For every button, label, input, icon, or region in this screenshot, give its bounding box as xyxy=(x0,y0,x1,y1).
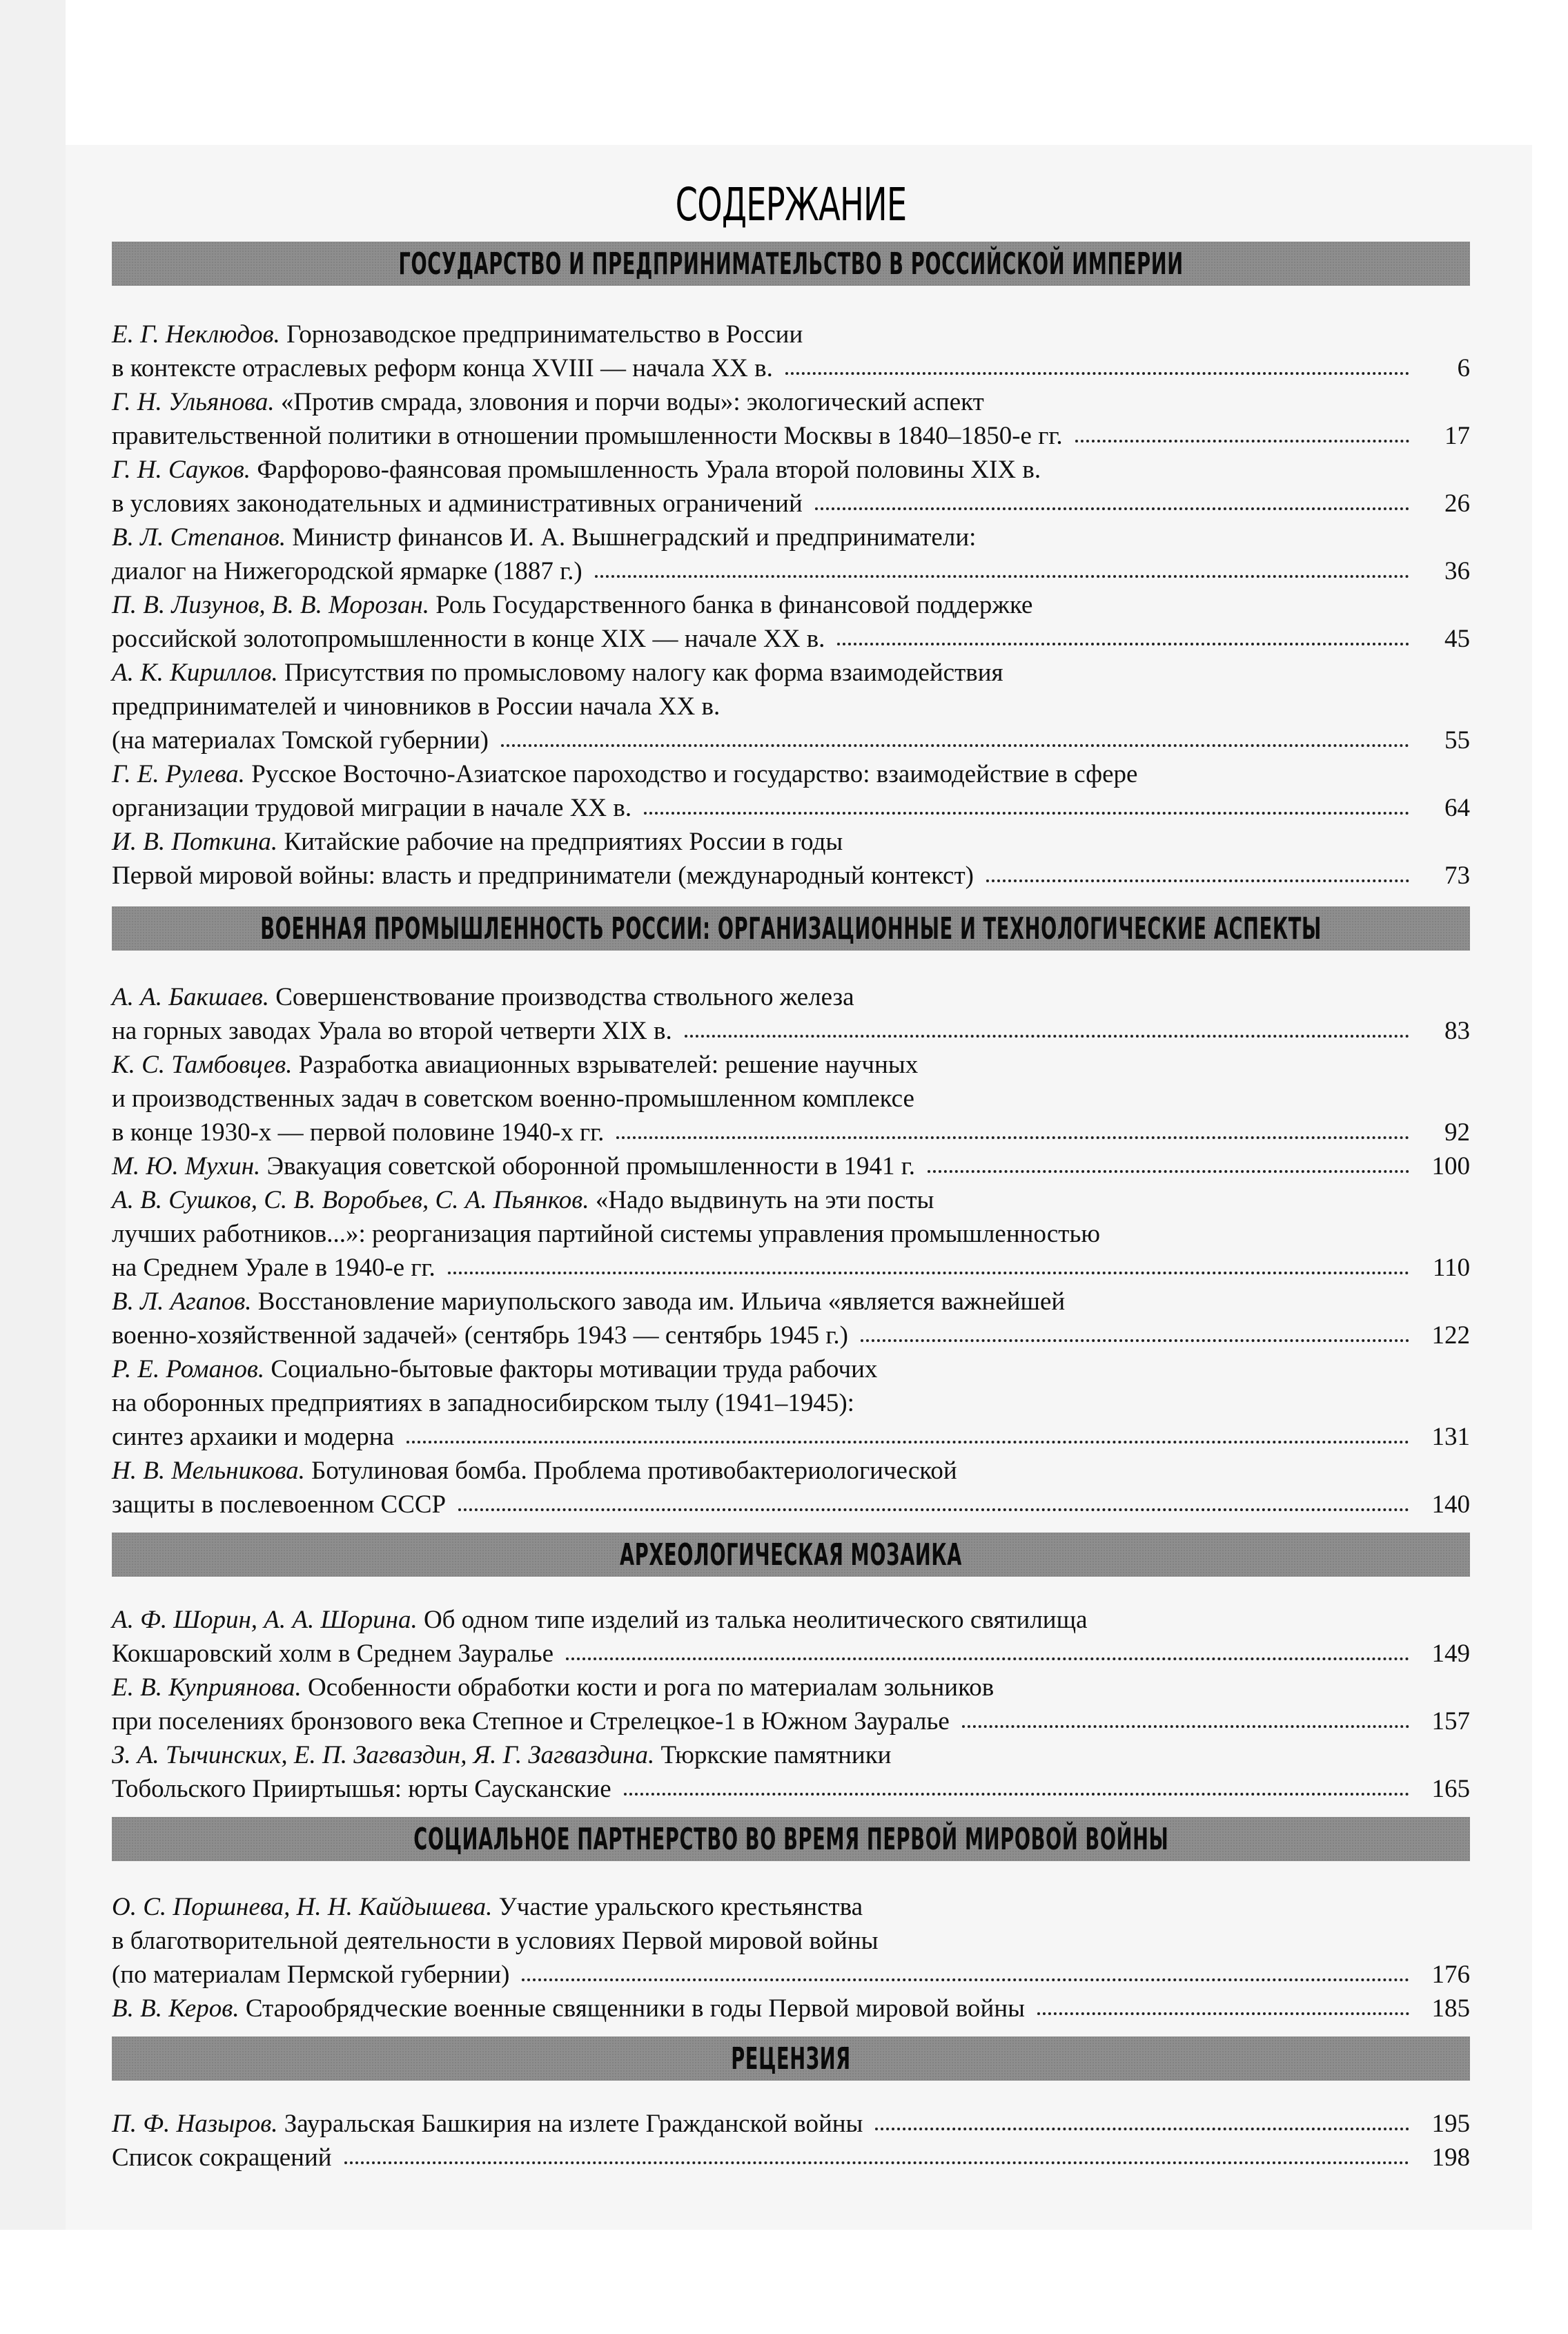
toc-entry[interactable] xyxy=(112,1183,1470,1285)
entry-title-text: в благотворительной деятельности в условиях Первой мировой войны xyxy=(112,1927,879,1955)
page-number[interactable]: 176 xyxy=(1431,1961,1470,1989)
dot-leader xyxy=(566,1651,1409,1660)
dot-leader xyxy=(595,568,1409,578)
entry-author: А. В. Сушков, С. В. Воробьев, С. А. Пьянков. xyxy=(112,1186,589,1214)
page-number[interactable]: 157 xyxy=(1431,1707,1470,1735)
entry-title-text: Китайские рабочие на предприятиях России в годы xyxy=(284,828,843,856)
entry-author: К. С. Тамбовцев. xyxy=(112,1051,293,1079)
entry-author: М. Ю. Мухин. xyxy=(112,1152,261,1180)
page-number[interactable]: 26 xyxy=(1444,489,1470,518)
toc-entry[interactable] xyxy=(112,1738,1470,1806)
toc-entry[interactable] xyxy=(112,385,1470,453)
toc-entry-line xyxy=(112,1738,1470,1772)
toc-entry[interactable] xyxy=(112,980,1470,1048)
toc-entry-line xyxy=(112,1924,1470,1958)
dot-leader xyxy=(685,1028,1409,1038)
toc-entry-line xyxy=(112,757,1470,791)
section-heading-bar xyxy=(112,2036,1470,2081)
page-number[interactable]: 64 xyxy=(1444,794,1470,822)
entry-author: П. Ф. Назыров. xyxy=(112,2110,278,2138)
entry-title-text: в контексте отраслевых реформ конца XVIII — начала XX в. xyxy=(112,354,773,382)
section-entries xyxy=(112,1890,1470,2025)
entry-title-text: Разработка авиационных взрывателей: решение научных xyxy=(298,1051,919,1079)
dot-leader xyxy=(785,365,1409,375)
toc-entry[interactable] xyxy=(112,318,1470,385)
toc-entry[interactable] xyxy=(112,588,1470,656)
toc-entry-line xyxy=(112,385,1470,419)
entry-title-text: Ботулиновая бомба. Проблема противобактериологической xyxy=(311,1457,957,1485)
entry-title-text: организации трудовой миграции в начале XX в. xyxy=(112,794,632,822)
entry-title-text: на Среднем Урале в 1940-е гг. xyxy=(112,1254,435,1282)
entry-author: Г. Н. Ульянова. xyxy=(112,388,275,416)
page-number[interactable]: 100 xyxy=(1431,1152,1470,1180)
toc-entry-line xyxy=(112,622,1470,656)
page-number[interactable]: 110 xyxy=(1432,1254,1470,1282)
entry-author: З. А. Тычинских, Е. П. Загваздин, Я. Г. Загваздина. xyxy=(112,1741,655,1769)
dot-leader xyxy=(986,873,1409,882)
toc-entry-line xyxy=(112,351,1470,385)
page-number[interactable]: 73 xyxy=(1444,862,1470,890)
entry-title-text: на горных заводах Урала во второй четверти XIX в. xyxy=(112,1017,672,1045)
toc-entry-line xyxy=(112,1319,1470,1352)
page-number[interactable]: 185 xyxy=(1431,1994,1470,2023)
toc-entry[interactable] xyxy=(112,1671,1470,1738)
section-heading: АРХЕОЛОГИЧЕСКАЯ МОЗАИКА xyxy=(620,1537,962,1573)
page-number[interactable]: 195 xyxy=(1431,2110,1470,2138)
scan-margin xyxy=(0,0,66,2230)
section-entries xyxy=(112,980,1470,1521)
entry-author: Е. Г. Неклюдов. xyxy=(112,320,280,349)
entry-title-text: Тюркские памятники xyxy=(660,1741,892,1769)
toc-entry[interactable] xyxy=(112,2141,1470,2175)
page-number[interactable]: 131 xyxy=(1431,1423,1470,1451)
section-heading-bar xyxy=(112,906,1470,951)
toc-entry-line xyxy=(112,1183,1470,1217)
toc-entry[interactable] xyxy=(112,1992,1470,2025)
toc-entry-line xyxy=(112,1386,1470,1420)
toc-entry-line xyxy=(112,1958,1470,1992)
entry-title-text: Русское Восточно-Азиатское пароходство и государство: взаимодействие в сфере xyxy=(251,760,1138,788)
entry-title-text: военно-хозяйственной задачей» (сентябрь 1943 — сентябрь 1945 г.) xyxy=(112,1321,848,1350)
toc-entry-line xyxy=(112,859,1470,893)
section-heading-bar xyxy=(112,1533,1470,1577)
page-number[interactable]: 140 xyxy=(1431,1490,1470,1519)
entry-title-text: Министр финансов И. А. Вышнеградский и предприниматели: xyxy=(292,523,977,552)
section-entries xyxy=(112,318,1470,893)
toc-entry-line xyxy=(112,1671,1470,1704)
entry-author: Н. В. Мельникова. xyxy=(112,1457,305,1485)
toc-entry-line xyxy=(112,980,1470,1014)
section-heading: ГОСУДАРСТВО И ПРЕДПРИНИМАТЕЛЬСТВО В РОССИЙСКОЙ ИМПЕРИИ xyxy=(398,246,1184,282)
page-number[interactable]: 83 xyxy=(1444,1017,1470,1045)
page-number[interactable]: 45 xyxy=(1444,625,1470,653)
entry-title-text: и производственных задач в советском военно-промышленном комплексе xyxy=(112,1085,914,1113)
toc-entry-line xyxy=(112,690,1470,723)
toc-entry-line xyxy=(112,453,1470,487)
toc-entry-line xyxy=(112,1488,1470,1521)
page-number[interactable]: 36 xyxy=(1444,557,1470,585)
toc-entry-line xyxy=(112,1251,1470,1285)
toc-entry-line xyxy=(112,1637,1470,1671)
toc-entry-line xyxy=(112,825,1470,859)
entry-title-text: Эвакуация советской оборонной промышленности в 1941 г. xyxy=(266,1152,916,1180)
toc-entry-line xyxy=(112,1082,1470,1116)
entry-title-text: Роль Государственного банка в финансовой поддержке xyxy=(435,591,1033,619)
section-heading-bar xyxy=(112,1817,1470,1861)
toc-entry-line xyxy=(112,1704,1470,1738)
entry-title-text: (на материалах Томской губернии) xyxy=(112,726,489,755)
entry-title-text: на оборонных предприятиях в западносибирском тылу (1941–1945): xyxy=(112,1389,854,1417)
toc-entry-line xyxy=(112,487,1470,521)
section-heading-bar xyxy=(112,242,1470,286)
entry-title-text: Присутствия по промысловому налогу как форма взаимодействия xyxy=(284,659,1003,687)
section-heading: ВОЕННАЯ ПРОМЫШЛЕННОСТЬ РОССИИ: ОРГАНИЗАЦИОННЫЕ И ТЕХНОЛОГИЧЕСКИЕ АСПЕКТЫ xyxy=(260,911,1322,946)
toc-entry[interactable] xyxy=(112,1454,1470,1521)
toc-entry-line xyxy=(112,1217,1470,1251)
entry-title-text: (по материалам Пермской губернии) xyxy=(112,1961,510,1989)
toc-entry[interactable] xyxy=(112,1890,1470,1992)
entry-title-text: Особенности обработки кости и рога по материалам зольников xyxy=(307,1673,994,1702)
toc-entry-line xyxy=(112,723,1470,757)
entry-title-text: Кокшаровский холм в Среднем Зауралье xyxy=(112,1640,554,1668)
toc-entry-line xyxy=(112,419,1470,453)
dot-leader xyxy=(1075,433,1409,443)
toc-entry-line xyxy=(112,1992,1470,2025)
entry-title-text: лучших работников...»: реорганизация партийной системы управления промышленностью xyxy=(112,1220,1100,1248)
entry-author: И. В. Поткина. xyxy=(112,828,278,856)
dot-leader xyxy=(837,636,1409,645)
page-title: СОДЕРЖАНИЕ xyxy=(675,178,907,231)
toc-entry-line xyxy=(112,791,1470,825)
entry-title-text: «Против смрада, зловония и порчи воды»: экологический аспект xyxy=(280,388,984,416)
entry-author: В. Л. Степанов. xyxy=(112,523,286,552)
section-heading: СОЦИАЛЬНОЕ ПАРТНЕРСТВО ВО ВРЕМЯ ПЕРВОЙ МИРОВОЙ ВОЙНЫ xyxy=(413,1821,1169,1857)
entry-title-text: в условиях законодательных и административных ограничений xyxy=(112,489,803,518)
entry-title-text: российской золотопромышленности в конце XIX — начале XX в. xyxy=(112,625,825,653)
entry-title-text: защиты в послевоенном СССР xyxy=(112,1490,447,1519)
entry-author: Г. Е. Рулева. xyxy=(112,760,245,788)
dot-leader xyxy=(344,2155,1409,2164)
entry-author: В. В. Керов. xyxy=(112,1994,239,2023)
toc-entry-line xyxy=(112,1014,1470,1048)
entry-author: А. А. Бакшаев. xyxy=(112,983,269,1011)
page-number[interactable]: 165 xyxy=(1431,1775,1470,1803)
toc-entry[interactable] xyxy=(112,453,1470,521)
dot-leader xyxy=(644,805,1409,815)
toc-entry-line xyxy=(112,656,1470,690)
entry-author: А. Ф. Шорин, А. А. Шорина. xyxy=(112,1606,418,1634)
toc-entry[interactable] xyxy=(112,757,1470,825)
dot-leader xyxy=(815,500,1409,510)
dot-leader xyxy=(928,1163,1409,1173)
entry-title-text: Совершенствование производства ствольного железа xyxy=(275,983,854,1011)
dot-leader xyxy=(962,1718,1409,1728)
dot-leader xyxy=(875,2121,1409,2130)
toc-entry-line xyxy=(112,1352,1470,1386)
toc-entry-line xyxy=(112,588,1470,622)
section-heading: РЕЦЕНЗИЯ xyxy=(731,2041,851,2077)
toc-entry[interactable] xyxy=(112,1603,1470,1671)
dot-leader xyxy=(624,1786,1409,1796)
entry-title-text: Зауральская Башкирия на излете Гражданской войны xyxy=(284,2110,863,2138)
dot-leader xyxy=(522,1972,1409,1981)
entry-title-text: Участие уральского крестьянства xyxy=(498,1893,863,1921)
section-entries xyxy=(112,2107,1470,2175)
dot-leader xyxy=(1037,2005,1409,2015)
page-number[interactable]: 92 xyxy=(1444,1118,1470,1147)
entry-author: О. С. Поршнева, Н. Н. Кайдышева. xyxy=(112,1893,493,1921)
entry-title-text: синтез архаики и модерна xyxy=(112,1423,394,1451)
toc-entry-line xyxy=(112,1048,1470,1082)
page-number[interactable]: 6 xyxy=(1457,354,1470,382)
entry-title-text: Первой мировой войны: власть и предприниматели (международный контекст) xyxy=(112,862,974,890)
toc-entry-line xyxy=(112,1772,1470,1806)
toc-entry-line xyxy=(112,318,1470,351)
toc-entry[interactable] xyxy=(112,825,1470,893)
entry-title-text: Социально-бытовые факторы мотивации труда рабочих xyxy=(271,1355,878,1383)
toc-entry[interactable] xyxy=(112,1352,1470,1454)
entry-title-text: Восстановление мариупольского завода им. Ильича «является важнейшей xyxy=(257,1287,1066,1316)
entry-author: Е. В. Куприянова. xyxy=(112,1673,302,1702)
entry-title-text: Фарфорово-фаянсовая промышленность Урала второй половины XIX в. xyxy=(257,456,1041,484)
dot-leader xyxy=(458,1501,1409,1511)
page-number[interactable]: 149 xyxy=(1431,1640,1470,1668)
toc-entry[interactable] xyxy=(112,1048,1470,1149)
entry-title-text: в конце 1930-х — первой половине 1940-х гг. xyxy=(112,1118,605,1147)
dot-leader xyxy=(448,1265,1409,1274)
toc-entry-line xyxy=(112,1149,1470,1183)
entry-title-text: правительственной политики в отношении промышленности Москвы в 1840–1850-е гг. xyxy=(112,422,1063,450)
dot-leader xyxy=(501,737,1409,747)
toc-entry[interactable] xyxy=(112,1285,1470,1352)
entry-title-text: Старообрядческие военные священники в годы Первой мировой войны xyxy=(245,1994,1025,2023)
entry-title-text: «Надо выдвинуть на эти посты xyxy=(595,1186,934,1214)
toc-entry-line xyxy=(112,1116,1470,1149)
toc-entry[interactable] xyxy=(112,2107,1470,2141)
toc-entry-line xyxy=(112,1890,1470,1924)
entry-title-text: диалог на Нижегородской ярмарке (1887 г.) xyxy=(112,557,582,585)
entry-author: П. В. Лизунов, В. В. Морозан. xyxy=(112,591,429,619)
toc-entry[interactable] xyxy=(112,656,1470,757)
toc-entry[interactable] xyxy=(112,1149,1470,1183)
entry-author: Г. Н. Сауков. xyxy=(112,456,251,484)
dot-leader xyxy=(616,1129,1409,1139)
entry-author: А. К. Кириллов. xyxy=(112,659,278,687)
entry-title-text: Горнозаводское предпринимательство в России xyxy=(286,320,803,349)
page-number[interactable]: 122 xyxy=(1431,1321,1470,1350)
toc-entry-line xyxy=(112,521,1470,554)
toc-entry-line xyxy=(112,1420,1470,1454)
toc-entry-line xyxy=(112,1603,1470,1637)
entry-author: Р. Е. Романов. xyxy=(112,1355,265,1383)
entry-title-text: предпринимателей и чиновников в России начала XX в. xyxy=(112,692,721,721)
page-number[interactable]: 55 xyxy=(1444,726,1470,755)
dot-leader xyxy=(861,1332,1409,1342)
entry-title-text: Список сокращений xyxy=(112,2143,332,2172)
page-number[interactable]: 198 xyxy=(1431,2143,1470,2172)
entry-title-text: при поселениях бронзового века Степное и Стрелецкое-1 в Южном Зауралье xyxy=(112,1707,950,1735)
entry-author: В. Л. Агапов. xyxy=(112,1287,252,1316)
toc-entry[interactable] xyxy=(112,521,1470,588)
section-entries xyxy=(112,1603,1470,1806)
toc-entry-line xyxy=(112,2107,1470,2141)
page-number[interactable]: 17 xyxy=(1444,422,1470,450)
entry-title-text: Об одном типе изделий из талька неолитического святилища xyxy=(423,1606,1088,1634)
entry-title-text: Тобольского Прииртышья: юрты Саусканские xyxy=(112,1775,611,1803)
toc-entry-line xyxy=(112,1285,1470,1319)
dot-leader xyxy=(406,1434,1409,1443)
toc-entry-line xyxy=(112,2141,1470,2175)
toc-entry-line xyxy=(112,1454,1470,1488)
toc-entry-line xyxy=(112,554,1470,588)
